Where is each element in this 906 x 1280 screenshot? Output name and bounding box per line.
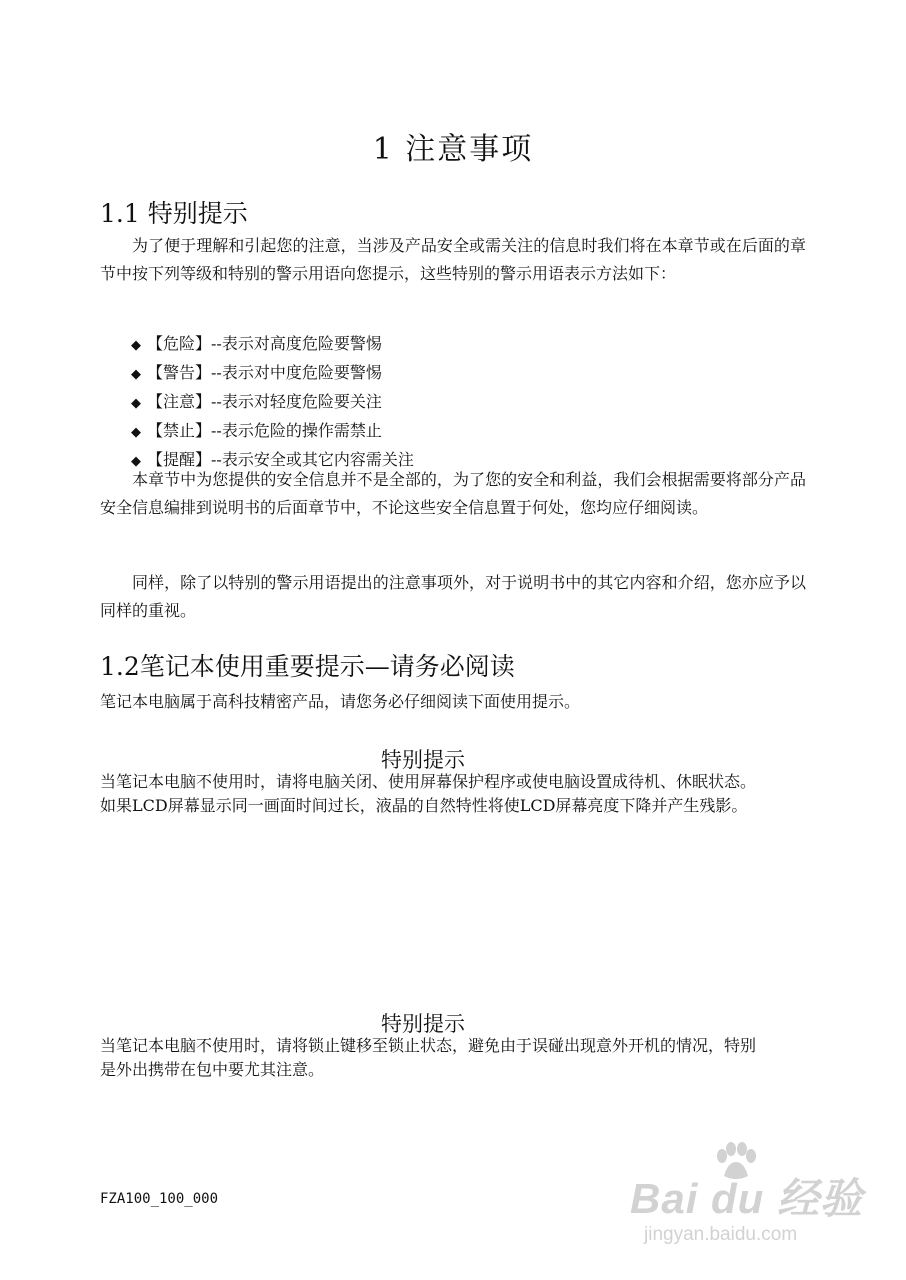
safety-info-paragraph: 本章节中为您提供的安全信息并不是全部的，为了您的安全和利益，我们会根据需要将部分产品安全信息编排到说明书的后面章节中，不论这些安全信息置于何处，您均应仔细阅读。 (100, 470, 806, 517)
section-1-1-title: 1.1 特别提示 (100, 199, 248, 228)
diamond-bullet-icon: ◆ (131, 396, 141, 411)
list-item: ◆ 【注意】--表示对轻度危险要关注 (131, 388, 414, 417)
diamond-bullet-icon: ◆ (131, 454, 141, 469)
other-content-paragraph: 同样，除了以特别的警示用语提出的注意事项外，对于说明书中的其它内容和介绍，您亦应予以同样的重视。 (100, 573, 806, 620)
section-1-1-intro: 为了便于理解和引起您的注意，当涉及产品安全或需关注的信息时我们将在本章节或在后面的章节中按下列等级和特别的警示用语向您提示，这些特别的警示用语表示方法如下： (100, 236, 806, 283)
diamond-bullet-icon: ◆ (131, 338, 141, 353)
tip-title: 特别提示 (381, 748, 465, 772)
list-item: ◆ 【危险】--表示对高度危险要警惕 (131, 330, 414, 359)
watermark-logo-text: Bai du 经验 (630, 1175, 864, 1222)
watermark-url: jingyan.baidu.com (644, 1224, 798, 1245)
warning-levels-list (131, 330, 414, 475)
list-item: ◆ 【提醒】--表示安全或其它内容需关注 (131, 446, 414, 475)
diamond-bullet-icon: ◆ (131, 367, 141, 382)
baidu-jingyan-watermark (626, 1140, 878, 1270)
section-1-2-intro: 笔记本电脑属于高科技精密产品，请您务必仔细阅读下面使用提示。 (100, 692, 581, 711)
tip-title: 特别提示 (381, 1012, 465, 1036)
tip-text: 当笔记本电脑不使用时，请将电脑关闭、使用屏幕保护程序或使电脑设置成待机、休眠状态。如果LCD屏幕显示同一画面时间过长，液晶的自然特性将使LCD屏幕亮度下降并产生残影。 (100, 772, 757, 815)
list-item: ◆ 【警告】--表示对中度危险要警惕 (131, 359, 414, 388)
diamond-bullet-icon: ◆ (131, 425, 141, 440)
tip-text: 当笔记本电脑不使用时，请将锁止键移至锁止状态，避免由于误碰出现意外开机的情况，特别是外出携带在包中要尤其注意。 (100, 1036, 757, 1079)
chapter-title: 1 注意事项 (372, 132, 534, 167)
document-code: FZA100_100_000 (100, 1191, 219, 1207)
list-item: ◆ 【禁止】--表示危险的操作需禁止 (131, 417, 414, 446)
section-1-2-title: 1.2笔记本使用重要提示—请务必阅读 (100, 652, 515, 681)
